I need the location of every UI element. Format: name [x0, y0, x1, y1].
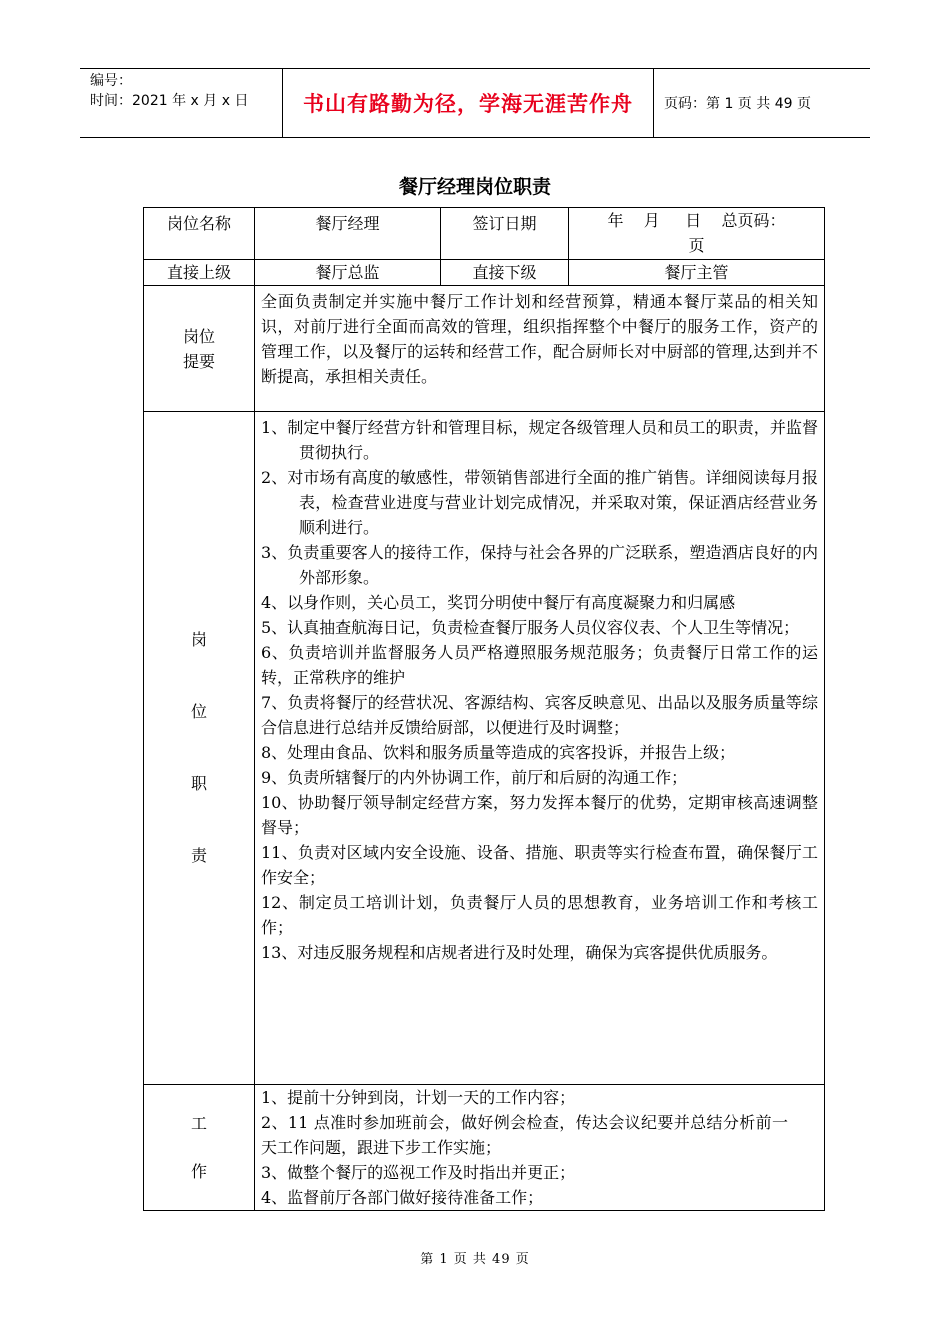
document-date: 时间：2021 年 x 月 x 日 [90, 93, 249, 109]
work-label-char: 工 [190, 1113, 207, 1133]
work-item: 4、监督前厅各部门做好接待准备工作； [261, 1188, 544, 1207]
duty-item: 9、负责所辖餐厅的内外协调工作，前厅和后厨的沟通工作； [261, 768, 688, 787]
duty-item: 12、制定员工培训计划，负责餐厅人员的思想教育，业务培训工作和考核工作； [261, 893, 818, 937]
summary-label-line1: 岗位 [182, 326, 215, 346]
work-label-char: 作 [190, 1161, 207, 1181]
summary-text: 全面负责制定并实施中餐厅工作计划和经营预算，精通本餐厅菜品的相关知识，对前厅进行全面而高效的管理，组织指挥整个中餐厅的服务工作，资产的管理工作，以及餐厅的运转和经营工作，配合厨师长对中厨部的管理,达到并不断提高，承担相关责任。 [255, 286, 825, 412]
duty-item: 6、负责培训并监督服务人员严格遵照服务规范服务；负责餐厅日常工作的运转，正常秩序的维护 [261, 643, 818, 687]
duty-item: 11、负责对区域内安全设施、设备、措施、职责等实行检查布置，确保餐厅工作安全； [261, 843, 818, 887]
work-list [255, 1085, 825, 1211]
duty-item: 3、负责重要客人的接待工作，保持与社会各界的广泛联系，塑造酒店良好的内外部形象。 [261, 543, 818, 587]
duty-item: 13、对违反服务规程和店规者进行及时处理，确保为宾客提供优质服务。 [261, 943, 778, 962]
page-header [80, 68, 870, 138]
superior-value: 餐厅总监 [255, 260, 441, 286]
table-row-reporting [144, 260, 825, 286]
document-title: 餐厅经理岗位职责 [398, 176, 551, 198]
sign-date-line1: 年 月 日 总页码： [607, 211, 786, 230]
table-row-duties [144, 412, 825, 1085]
work-item: 2、11 点准时参加班前会，做好例会检查，传达会议纪要并总结分析前一天工作问题，跟进下步工作实施； [261, 1113, 788, 1157]
duties-label-char: 责 [190, 846, 207, 865]
duties-label-char: 岗 [190, 630, 207, 649]
duties-label [144, 412, 255, 1085]
sign-date-line2: 页 [688, 236, 705, 255]
subordinate-value: 餐厅主管 [569, 260, 825, 286]
position-name-label: 岗位名称 [144, 208, 255, 260]
duties-label-char: 位 [190, 702, 207, 721]
duties-label-char: 职 [190, 774, 207, 793]
position-name-value: 餐厅经理 [255, 208, 441, 260]
work-label [144, 1085, 255, 1211]
work-item: 1、提前十分钟到岗，计划一天的工作内容； [261, 1088, 576, 1107]
duty-item: 10、协助餐厅领导制定经营方案，努力发挥本餐厅的优势，定期审核高速调整督导； [261, 793, 818, 837]
duty-item: 4、以身作则，关心员工，奖罚分明使中餐厅有高度凝聚力和归属感 [261, 593, 736, 612]
table-row-summary [144, 286, 825, 412]
duty-item: 1、制定中餐厅经营方针和管理目标，规定各级管理人员和员工的职责，并监督贯彻执行。 [261, 418, 818, 462]
subordinate-label: 直接下级 [441, 260, 569, 286]
header-meta [80, 69, 280, 137]
sign-date-label: 签订日期 [441, 208, 569, 260]
header-page-info: 页码：第 1 页 共 49 页 [664, 96, 811, 112]
header-motto: 书山有路勤为径，学海无涯苦作舟 [282, 69, 654, 137]
superior-label: 直接上级 [144, 260, 255, 286]
page-footer: 第 1 页 共 49 页 [420, 1252, 530, 1267]
table-row-position [144, 208, 825, 260]
sign-date-value [569, 208, 825, 260]
duty-item: 2、对市场有高度的敏感性，带领销售部进行全面的推广销售。详细阅读每月报表，检查营业进度与营业计划完成情况，并采取对策，保证酒店经营业务顺利进行。 [261, 468, 818, 537]
duties-list [255, 412, 825, 1085]
work-item: 3、做整个餐厅的巡视工作及时指出并更正； [261, 1163, 576, 1182]
table-row-work [144, 1085, 825, 1211]
job-description-table [143, 207, 825, 1211]
duty-item: 5、认真抽查航海日记，负责检查餐厅服务人员仪容仪表、个人卫生等情况； [261, 618, 800, 637]
duty-item: 8、处理由食品、饮料和服务质量等造成的宾客投诉，并报告上级； [261, 743, 736, 762]
duty-item: 7、负责将餐厅的经营状况、客源结构、宾客反映意见、出品以及服务质量等综合信息进行总结并反馈给厨部，以便进行及时调整； [261, 693, 818, 737]
document-number-label: 编号： [90, 73, 132, 89]
summary-label [144, 286, 255, 412]
summary-label-line2: 提要 [182, 351, 215, 371]
